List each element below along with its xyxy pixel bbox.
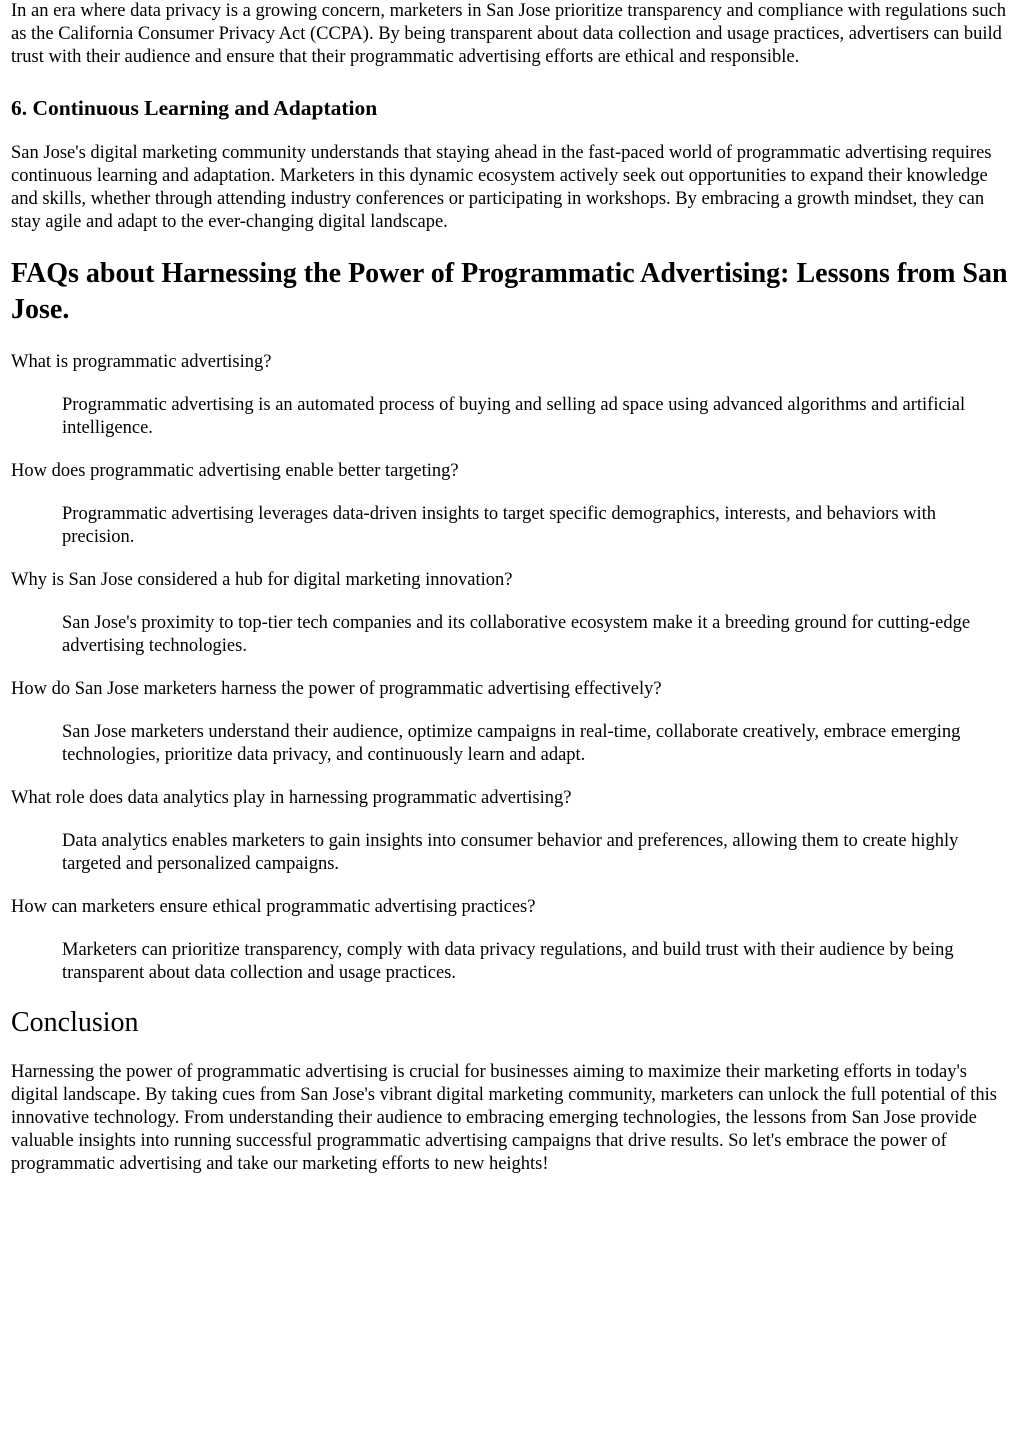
- faq-answer: Data analytics enables marketers to gain insights into consumer behavior and preferences, allowing them to create highly targeted and personalized campaigns.: [62, 831, 959, 874]
- faq-answer: Programmatic advertising is an automated process of buying and selling ad space using advanced algorithms and artificial intelligence.: [62, 395, 966, 438]
- section-6-paragraph: San Jose's digital marketing community understands that staying ahead in the fast-paced world of programmatic advertising requires continuous learning and adaptation. Marketers in this dynamic ecosystem actively seek out opportunities to expand their knowledge and skills, whether through attending industry conferences or participating in workshops. By embracing a growth mindset, they can stay agile and adapt to the ever-changing digital landscape.: [11, 143, 992, 232]
- faq-answer: San Jose's proximity to top-tier tech companies and its collaborative ecosystem make it a breeding ground for cutting-edge advertising technologies.: [62, 613, 971, 656]
- faq-question: How does programmatic advertising enable better targeting?: [11, 461, 459, 481]
- conclusion-heading: Conclusion: [11, 1007, 139, 1038]
- conclusion-paragraph: Harnessing the power of programmatic advertising is crucial for businesses aiming to maximize their marketing efforts in today's digital landscape. By taking cues from San Jose's vibrant digital marketing community, marketers can unlock the full potential of this innovative technology. From understanding their audience to embracing emerging technologies, the lessons from San Jose provide valuable insights into running successful programmatic advertising campaigns that drive results. So let's embrace the power of programmatic advertising and take our marketing efforts to new heights!: [11, 1062, 998, 1174]
- section-6-heading: 6. Continuous Learning and Adaptation: [11, 96, 378, 120]
- faq-list: [11, 351, 1013, 985]
- faq-question: What is programmatic advertising?: [11, 352, 272, 372]
- faq-question: What role does data analytics play in harnessing programmatic advertising?: [11, 788, 572, 808]
- faq-answer: Programmatic advertising leverages data-driven insights to target specific demographics, interests, and behaviors with precision.: [62, 504, 937, 547]
- faq-question: How can marketers ensure ethical programmatic advertising practices?: [11, 897, 536, 917]
- faq-answer: San Jose marketers understand their audience, optimize campaigns in real-time, collaborate creatively, embrace emerging technologies, prioritize data privacy, and continuously learn and adapt.: [62, 722, 961, 765]
- faq-answer: Marketers can prioritize transparency, comply with data privacy regulations, and build trust with their audience by being transparent about data collection and usage practices.: [62, 940, 954, 983]
- faq-question: Why is San Jose considered a hub for digital marketing innovation?: [11, 570, 513, 590]
- intro-paragraph: In an era where data privacy is a growing concern, marketers in San Jose prioritize transparency and compliance with regulations such as the California Consumer Privacy Act (CCPA). By being transparent about data collection and usage practices, advertisers can build trust with their audience and ensure that their programmatic advertising efforts are ethical and responsible.: [11, 1, 1007, 67]
- faqs-heading: FAQs about Harnessing the Power of Programmatic Advertising: Lessons from San Jose.: [11, 258, 1008, 325]
- faq-question: How do San Jose marketers harness the power of programmatic advertising effectively?: [11, 679, 662, 699]
